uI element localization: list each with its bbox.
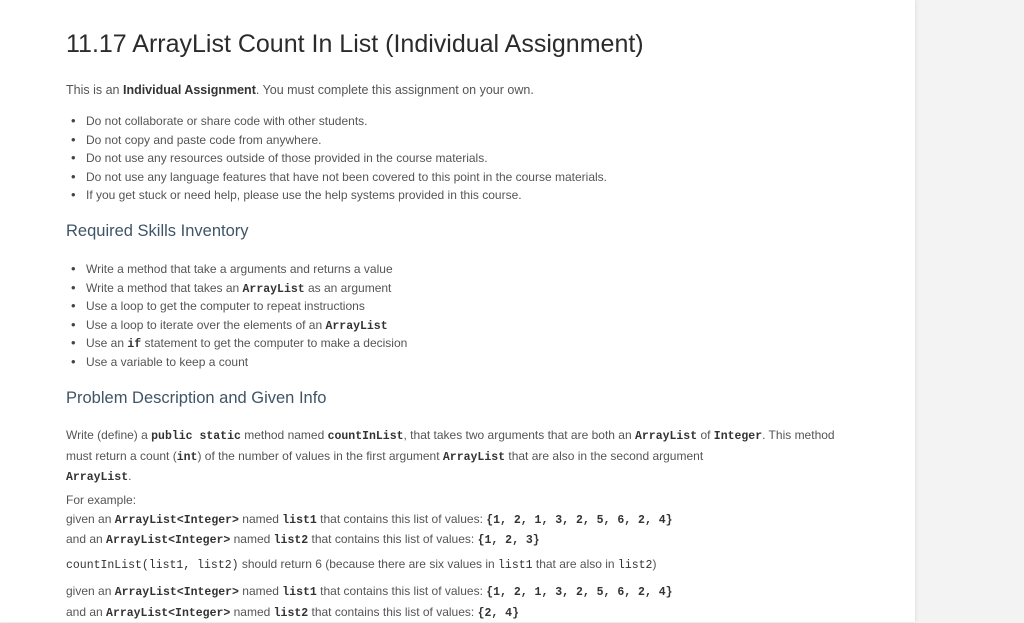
rule-item: • Do not collaborate or share code with other students. <box>86 112 607 131</box>
rule-item: • Do not copy and paste code from anywhere. <box>86 131 607 150</box>
skills-list <box>86 260 407 372</box>
example-1-list1: given an ArrayList<Integer> named list1 that contains this list of values: {1, 2, 1, 3, 2, 5, 6, 2, 4} <box>66 511 673 527</box>
example-1-list2: and an ArrayList<Integer> named list2 that contains this list of values: {1, 2, 3} <box>66 532 540 548</box>
skill-item: • Use a variable to keep a count <box>86 353 407 372</box>
problem-heading: Problem Description and Given Info <box>66 389 327 407</box>
rule-item: • Do not use any language features that have not been covered to this point in the course materials. <box>86 168 607 187</box>
skill-item: • Use a loop to iterate over the elements of an ArrayList <box>86 316 407 335</box>
example-1 <box>66 491 673 551</box>
page-title: 11.17 ArrayList Count In List (Individual Assignment) <box>66 30 644 58</box>
rule-item: • Do not use any resources outside of those provided in the course materials. <box>86 149 607 168</box>
skill-item: • Use an if statement to get the computer to make a decision <box>86 334 407 353</box>
problem-description: Write (define) a public static method named countInList, that takes two arguments that are both an ArrayList of Integer. This method must return a count (int) of the number of values in the first argument ArrayList that are also in the second argument ArrayList. <box>66 428 835 485</box>
rule-item: • If you get stuck or need help, please use the help systems provided in this course. <box>86 186 607 205</box>
rules-list <box>86 112 607 205</box>
skill-item: • Write a method that takes an ArrayList as an argument <box>86 279 407 298</box>
example-label: For example: <box>66 493 137 507</box>
example-2-list2: and an ArrayList<Integer> named list2 that contains this list of values: {2, 4} <box>66 604 519 620</box>
individual-assignment-label: Individual Assignment <box>122 83 256 97</box>
skill-item: • Write a method that take a arguments and returns a value <box>86 260 407 279</box>
example-2-list1: given an ArrayList<Integer> named list1 that contains this list of values: {1, 2, 1, 3, 2, 5, 6, 2, 4} <box>66 584 673 599</box>
example-2 <box>66 582 673 623</box>
intro-text: This is an Individual Assignment. You must complete this assignment on your own. <box>66 83 534 97</box>
skills-heading: Required Skills Inventory <box>66 222 249 240</box>
example-1-call: countInList(list1, list2) should return 6 (because there are six values in list1 that are also in list2) <box>66 557 657 572</box>
skill-item: • Use a loop to get the computer to repeat instructions <box>86 297 407 316</box>
